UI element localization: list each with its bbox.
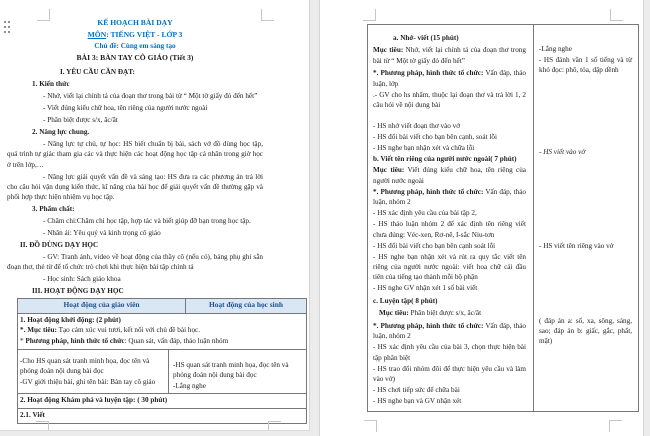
paragraph [373, 165, 526, 186]
text-run: - HS đánh vần 1 số tiếng và từ khó đọc: phô, tỏa, dập dềnh [539, 55, 632, 75]
paragraph [373, 121, 526, 131]
text-run: BÀI 3: BÀN TAY CÔ GIÁO (Tiết 3) [76, 53, 194, 63]
text-run: : TIẾNG VIỆT - LỚP 3 [106, 29, 183, 39]
text-run: - Phân biệt được s/x, ăc/ăt [43, 116, 118, 125]
paragraph [20, 410, 303, 420]
student-response-group [539, 316, 632, 347]
warmup-detail-row [18, 350, 306, 395]
title-block [7, 17, 263, 64]
text-run: Phân biệt được s/x, ăc/ăt [408, 309, 482, 318]
table-header-student: Hoạt động của học sinh [186, 299, 306, 312]
paragraph [43, 103, 263, 113]
text-run: Tạo cảm xúc vui tươi, kết nối với chủ đề bài học. [56, 326, 201, 335]
margin-corner-mark [364, 420, 377, 432]
paragraph [7, 172, 263, 203]
paragraph [373, 68, 526, 89]
text-run: * [20, 337, 26, 346]
paragraph [7, 52, 263, 64]
paragraph [373, 385, 526, 395]
text-run: *. Mục tiêu: [20, 326, 57, 335]
paragraph [373, 219, 526, 240]
text-run: Mục tiêu: [379, 309, 409, 318]
text-run: I. YÊU CẦU CẦN ĐẠT: [60, 68, 135, 77]
paragraph [20, 377, 165, 387]
page-2 [319, 0, 644, 436]
text-run: 2.1. Viết [20, 411, 45, 420]
text-run: - HS nghe bạn nhận xét và rút ra quy tắc viết tên riêng của người nước ngoài: viết hoa chữ cái đầu tiên của tiếng tạo thành mỗi bộ phận [373, 252, 526, 282]
paragraph [7, 91, 263, 101]
text-run: HS viết vào vở [543, 147, 586, 156]
student-response-group [539, 147, 632, 157]
text-run: - Năng lực giải quyết vấn đề và sáng tạo: HS đưa ra các phương án trả lời cho câu hỏi vận dụng kiến thức, kĩ năng của bài học để giải quyết vấn đề thường gặp và phối hợp thực hiện nhiệm vụ học tập. [7, 172, 263, 201]
body-text [7, 67, 263, 296]
text-run: .- GV cho hs nhẩm, thuộc lại đoạn thơ và trả lời 1, 2 câu hỏi về nội dung bài [373, 90, 526, 110]
page-1 [0, 0, 310, 431]
text-run: - HS chơi tiếp sức để chữa bài [373, 385, 460, 394]
activity-warmup-row [18, 314, 306, 350]
text-run: - HS viết tên riêng vào vở [539, 242, 614, 251]
paragraph [20, 315, 303, 325]
table-header-teacher: Hoạt động của giáo viên [18, 299, 186, 312]
paragraph [43, 115, 263, 125]
text-run: - HS nghe bạn và GV nhận xét [373, 396, 462, 405]
paragraph [43, 228, 263, 238]
margin-corner-mark [261, 9, 274, 21]
paragraph [373, 90, 526, 111]
text-run: - HS đổi bài viết cho bạn bên cạnh, soát lỗi [373, 133, 497, 142]
text-run: 2. Năng lực chung. [32, 128, 90, 137]
activities-table-continued [367, 24, 639, 412]
paragraph [32, 127, 263, 137]
margin-corner-mark [610, 9, 623, 21]
text-run: - Viết đúng kiểu chữ hoa, tên riêng của người nước ngoài [43, 104, 208, 113]
text-run: - [539, 147, 544, 156]
text-run: 2. Hoạt động Khám phá và luyện tập: ( 30 phút) [20, 396, 168, 405]
margin-corner-mark [363, 9, 376, 21]
paragraph [373, 364, 526, 385]
text-run: - Năng lực tự chủ, tự học: HS biết chuẩn bị bài, sách vở đồ dùng học tập, quá trình tự giác tham gia các và thực hiện các hoạt động học tập cá nhân trong giờ học ở trên lớp,… [7, 140, 263, 169]
margin-corner-mark [36, 421, 49, 431]
paragraph [7, 252, 263, 272]
table-header-row [18, 299, 306, 313]
text-run: Phương pháp, hình thức tổ chức [25, 337, 125, 346]
text-run: Vấn đáp, thảo luận, nhóm 2 [373, 187, 526, 207]
paragraph [373, 143, 526, 153]
text-run: *. Phương pháp, hình thức tổ chức: [373, 321, 484, 330]
paragraph [373, 321, 526, 342]
text-run: - Nhân ái: Yêu quý và kinh trọng cô giáo [43, 229, 161, 237]
text-run: KẾ HOẠCH BÀI DẠY [97, 18, 173, 27]
text-run: 3. Phẩm chất: [32, 205, 75, 213]
paragraph [539, 147, 632, 157]
paragraph [539, 55, 632, 76]
teacher-activity-cell [18, 350, 169, 394]
paragraph [373, 396, 526, 406]
text-run: - HS nghe bạn nhận xét và chữa lỗi [373, 144, 475, 153]
paragraph [379, 308, 526, 318]
text-run: - HS xác định yêu cầu của bài 3, chọn thực hiện bài tập phân biệt [373, 343, 526, 362]
text-run: - Nhớ, viết lại chính tả của đoạn thơ trong bài từ “ Một tờ giấy đỏ đến hết” [43, 92, 258, 101]
text-run: b. Viết tên riêng của người nước ngoài( 7 phút) [373, 155, 517, 164]
paragraph [32, 204, 263, 214]
text-run: 1. Kiến thức [32, 80, 70, 89]
paragraph [20, 356, 165, 376]
text-run: II. ĐỒ DÙNG DẠY HỌC [20, 241, 99, 249]
text-run: 1. Hoạt động khởi động: (2 phút) [20, 315, 121, 324]
lesson-plan-page1 [0, 0, 289, 424]
paragraph [32, 79, 263, 89]
text-run: - Học sinh: Sách giáo khoa [43, 275, 121, 284]
text-run: Nhớ, viết lại chính tả của đoạn thơ trong bài từ “ Một tờ giấy đỏ đến hết” [373, 46, 526, 65]
text-run: a. Nhớ- viết (15 phút) [393, 34, 459, 42]
text-run: c. Luyện tập( 8 phút) [373, 296, 438, 305]
activity-explore-row [18, 394, 306, 409]
text-run: - HS đổi bài viết cho bạn bên cạnh soát lỗi [373, 241, 496, 250]
activities-table [17, 298, 307, 423]
teacher-activity-cell [368, 25, 534, 411]
paragraph [20, 336, 303, 346]
paragraph [373, 208, 526, 218]
student-activity-cell [534, 25, 638, 411]
text-run: - HS nghe GV nhận xét 1 số bài viết [373, 284, 478, 293]
paragraph [373, 45, 526, 66]
text-run: -GV giới thiệu bài, ghi tên bài: Bàn tay cô giáo [20, 377, 156, 386]
paragraph [7, 139, 263, 170]
student-activity-cell [169, 350, 306, 394]
text-run: Vấn đáp, thảo luận, nhóm 2 [373, 321, 526, 341]
paragraph [373, 241, 526, 251]
paragraph [7, 41, 263, 53]
paragraph [539, 44, 632, 54]
paragraph [32, 286, 263, 296]
paragraph [373, 154, 526, 164]
text-run: *. Phương pháp, hình thức tổ chức: [373, 69, 484, 78]
text-run: Viết đúng kiểu chữ hoa, tên riêng của người nước ngoài [373, 166, 526, 185]
text-run: -Cho HS quan sát tranh minh họa, đọc tên và phỏng đoán nội dung bài đọc [20, 356, 150, 375]
student-response-group [539, 44, 632, 76]
paragraph [373, 283, 526, 293]
text-run: - Chăm chỉ:Chăm chỉ học tập, hợp tác và biết giúp đỡ bạn trong học tập. [43, 217, 251, 225]
text-run: *. Phương pháp, hình thức tổ chức: [373, 187, 484, 196]
text-run: Chủ đề: Cùng em sáng tạo [94, 41, 176, 50]
text-run: - HS nhớ viết đoạn thơ vào vở [373, 122, 461, 131]
text-run: III. HOẠT ĐỘNG DẠY HỌC [32, 287, 124, 296]
paragraph [20, 240, 263, 250]
text-run: - HS xác định yêu cầu của bài tập 2, [373, 209, 477, 218]
paragraph [60, 67, 263, 77]
text-run: -HS quan sát tranh minh họa, đọc tên và phỏng đoán nội dung bài đọc [173, 360, 289, 379]
margin-corner-mark [37, 9, 50, 21]
text-run: - HS trao đổi nhóm đôi để thực hiện yêu cầu và làm vào vở) [373, 364, 526, 383]
paragraph [539, 316, 632, 347]
paragraph [20, 395, 303, 405]
margin-corner-mark [268, 421, 281, 431]
activity-write-row [18, 409, 306, 423]
paragraph [20, 325, 303, 335]
text-run: -Lắng nghe [539, 45, 572, 53]
text-run: Mục tiêu: [373, 166, 405, 175]
paragraph [373, 132, 526, 142]
paragraph [393, 33, 526, 43]
text-run: ( đáp án a: sổ, xa, sông, sáng, sao; đáp án b: giấc, gắc, phất, mặt) [539, 316, 632, 346]
paragraph [43, 216, 263, 226]
paragraph [373, 342, 526, 363]
text-run: MÔN [87, 29, 107, 39]
text-run: - GV: Tranh ảnh, video về hoạt động của thầy cô (nếu có), bảng phụ ghi sẵn đoạn thơ, thẻ từ để tổ chức trò chơi khi thực hiện bài tập chính tả [7, 253, 263, 272]
paragraph [173, 381, 302, 391]
paragraph [7, 29, 263, 41]
paragraph [173, 360, 302, 380]
drag-handle-icon[interactable] [4, 21, 6, 23]
text-run: -Lắng nghe [173, 381, 206, 390]
text-run: Vấn đáp, thảo luận, lớp [373, 69, 526, 88]
paragraph [539, 241, 632, 251]
paragraph [373, 252, 526, 283]
paragraph [373, 187, 526, 208]
paragraph [43, 274, 263, 284]
student-response-group [539, 241, 632, 251]
text-run: Mục tiêu: [373, 46, 404, 55]
margin-corner-mark [609, 420, 622, 432]
text-run: - HS thảo luận nhóm 2 để xác định tên riêng viết chưa đúng: Véc-xen, Rơ-nê, I-sắc Niu-tơn [373, 220, 526, 239]
paragraph [373, 296, 526, 306]
text-run: : Quan sát, vấn đáp, thảo luận nhóm [124, 337, 229, 346]
